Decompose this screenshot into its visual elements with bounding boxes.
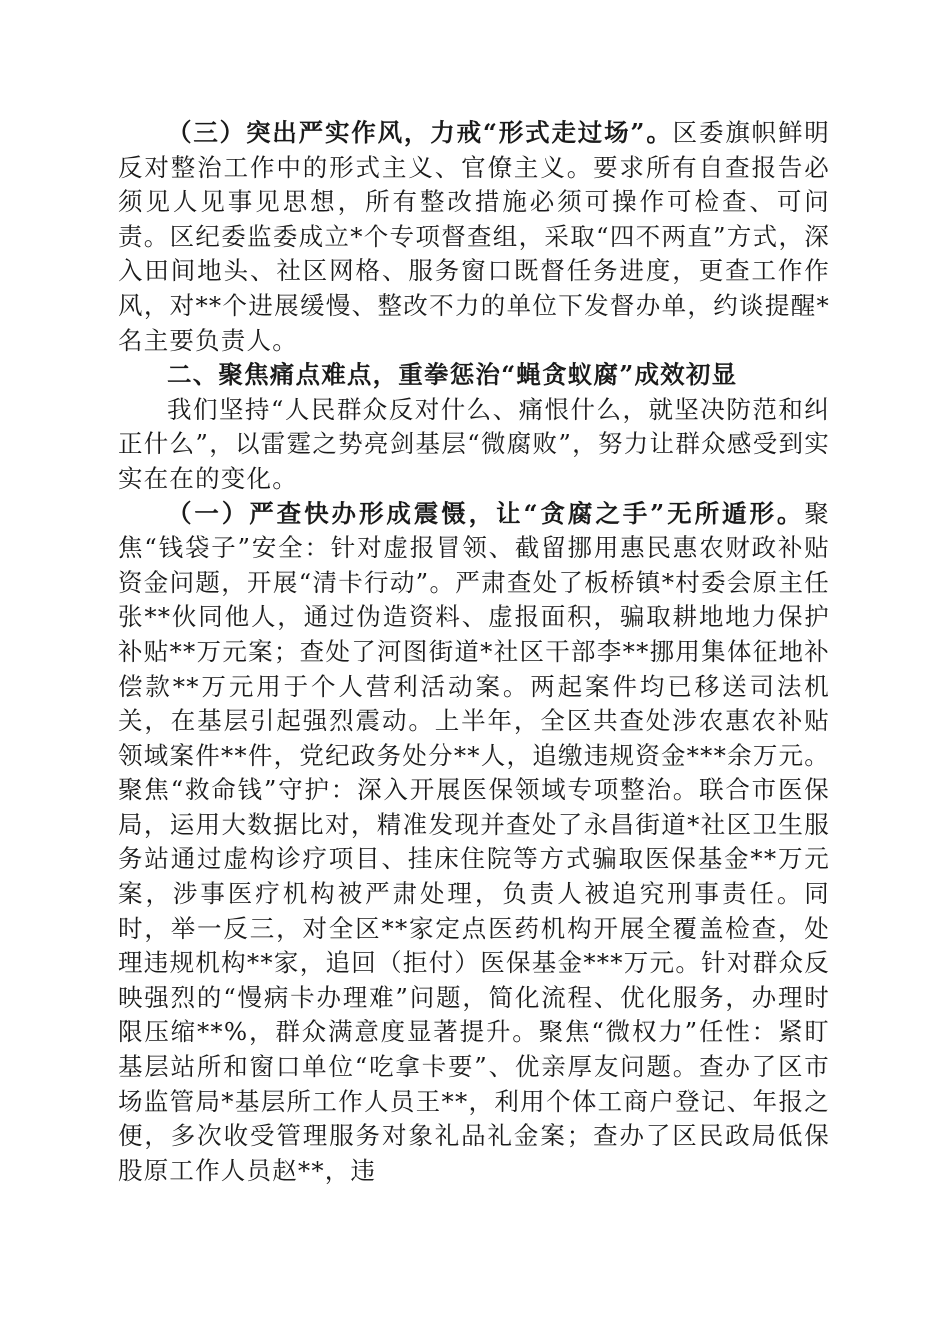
document-page	[118, 116, 830, 1188]
subsection1-lead: （一）严查快办形成震慑，让“贪腐之手”无所遁形。	[167, 498, 805, 528]
section3-lead: （三）突出严实作风，力戒“形式走过场”。	[167, 118, 673, 147]
section3-body: 区委旗帜鲜明反对整治工作中的形式主义、官僚主义。要求所有自查报告必须见人见事见思想，所有整改措施必须可操作可检查、可问责。区纪委监委成立*个专项督查组，采取“四不两直”方式，深入田间地头、社区网格、服务窗口既督任务进度，更查工作作风，对**个进展缓慢、整改不力的单位下发督办单，约谈提醒*名主要负责人。	[118, 118, 830, 355]
intro-paragraph: 我们坚持“人民群众反对什么、痛恨什么，就坚决防范和纠正什么”，以雷霆之势亮剑基层“微腐败”，努力让群众感受到实实在在的变化。	[118, 394, 830, 493]
section3-paragraph	[118, 116, 830, 358]
section2-heading: 二、聚焦痛点难点，重拳惩治“蝇贪蚁腐”成效初显	[167, 360, 738, 390]
subsection1-body: 聚焦“钱袋子”安全：针对虚报冒领、截留挪用惠民惠农财政补贴资金问题，开展“清卡行动”。严肃查处了板桥镇*村委会原主任张**伙同他人，通过伪造资料、虚报面积，骗取耕地地力保护补贴**万元案；查处了河图街道*社区干部李**挪用集体征地补偿款**万元用于个人营利活动案。两起案件均已移送司法机关，在基层引起强烈震动。上半年，全区共查处涉农惠农补贴领域案件**件，党纪政务处分**人，追缴违规资金***余万元。聚焦“救命钱”守护：深入开展医保领域专项整治。联合市医保局，运用大数据比对，精准发现并查处了永昌街道*社区卫生服务站通过虚构诊疗项目、挂床住院等方式骗取医保基金**万元案，涉事医疗机构被严肃处理，负责人被追究刑事责任。同时，举一反三，对全区**家定点医药机构开展全覆盖检查，处理违规机构**家，追回（拒付）医保基金***万元。针对群众反映强烈的“慢病卡办理难”问题，简化流程、优化服务，办理时限压缩**%，群众满意度显著提升。聚焦“微权力”任性：紧盯基层站所和窗口单位“吃拿卡要”、优亲厚友问题。查办了区市场监管局*基层所工作人员王**，利用个体工商户登记、年报之便，多次收受管理服务对象礼品礼金案；查办了区民政局低保股原工作人员赵**，违	[118, 498, 830, 1185]
subsection1-paragraph	[118, 497, 830, 1189]
